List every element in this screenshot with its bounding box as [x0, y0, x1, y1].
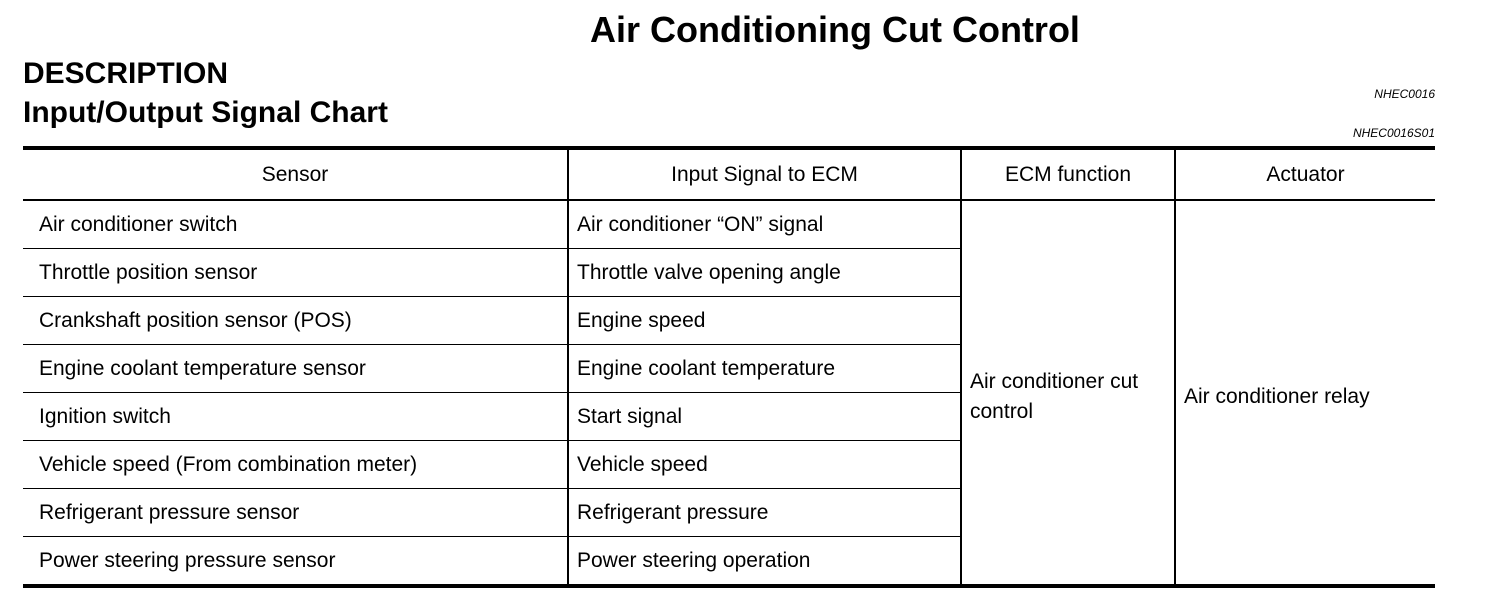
input-signal-cell: Throttle valve opening angle — [568, 249, 961, 297]
reference-code-secondary: NHEC0016S01 — [1352, 126, 1435, 140]
sensor-cell: Ignition switch — [23, 393, 568, 441]
section-heading: DESCRIPTION — [23, 57, 229, 90]
column-header-ecm-function: ECM function — [961, 148, 1175, 200]
sensor-cell: Air conditioner switch — [23, 200, 568, 249]
chart-heading: Input/Output Signal Chart — [23, 96, 388, 129]
sensor-cell: Power steering pressure sensor — [23, 537, 568, 587]
sensor-cell: Refrigerant pressure sensor — [23, 489, 568, 537]
actuator-cell: Air conditioner relay — [1175, 200, 1435, 586]
page-title: Air Conditioning Cut Control — [590, 9, 1080, 50]
table-header-row — [23, 148, 1435, 200]
sensor-cell: Throttle position sensor — [23, 249, 568, 297]
input-signal-cell: Power steering operation — [568, 537, 961, 587]
input-signal-cell: Engine coolant temperature — [568, 345, 961, 393]
input-signal-cell: Engine speed — [568, 297, 961, 345]
ecm-function-cell: Air conditioner cut control — [961, 200, 1175, 586]
column-header-input-signal: Input Signal to ECM — [568, 148, 961, 200]
table-row — [23, 200, 1435, 249]
column-header-sensor: Sensor — [261, 162, 329, 186]
reference-code-primary: NHEC0016 — [1374, 87, 1435, 101]
input-signal-cell: Air conditioner “ON” signal — [568, 200, 961, 249]
sensor-cell: Crankshaft position sensor (POS) — [23, 297, 568, 345]
signal-chart-table — [23, 146, 1435, 588]
column-header-actuator: Actuator — [1175, 148, 1435, 200]
sensor-cell: Engine coolant temperature sensor — [23, 345, 568, 393]
input-signal-cell: Start signal — [568, 393, 961, 441]
input-signal-cell: Vehicle speed — [568, 441, 961, 489]
sensor-cell: Vehicle speed (From combination meter) — [23, 441, 568, 489]
input-signal-cell: Refrigerant pressure — [568, 489, 961, 537]
